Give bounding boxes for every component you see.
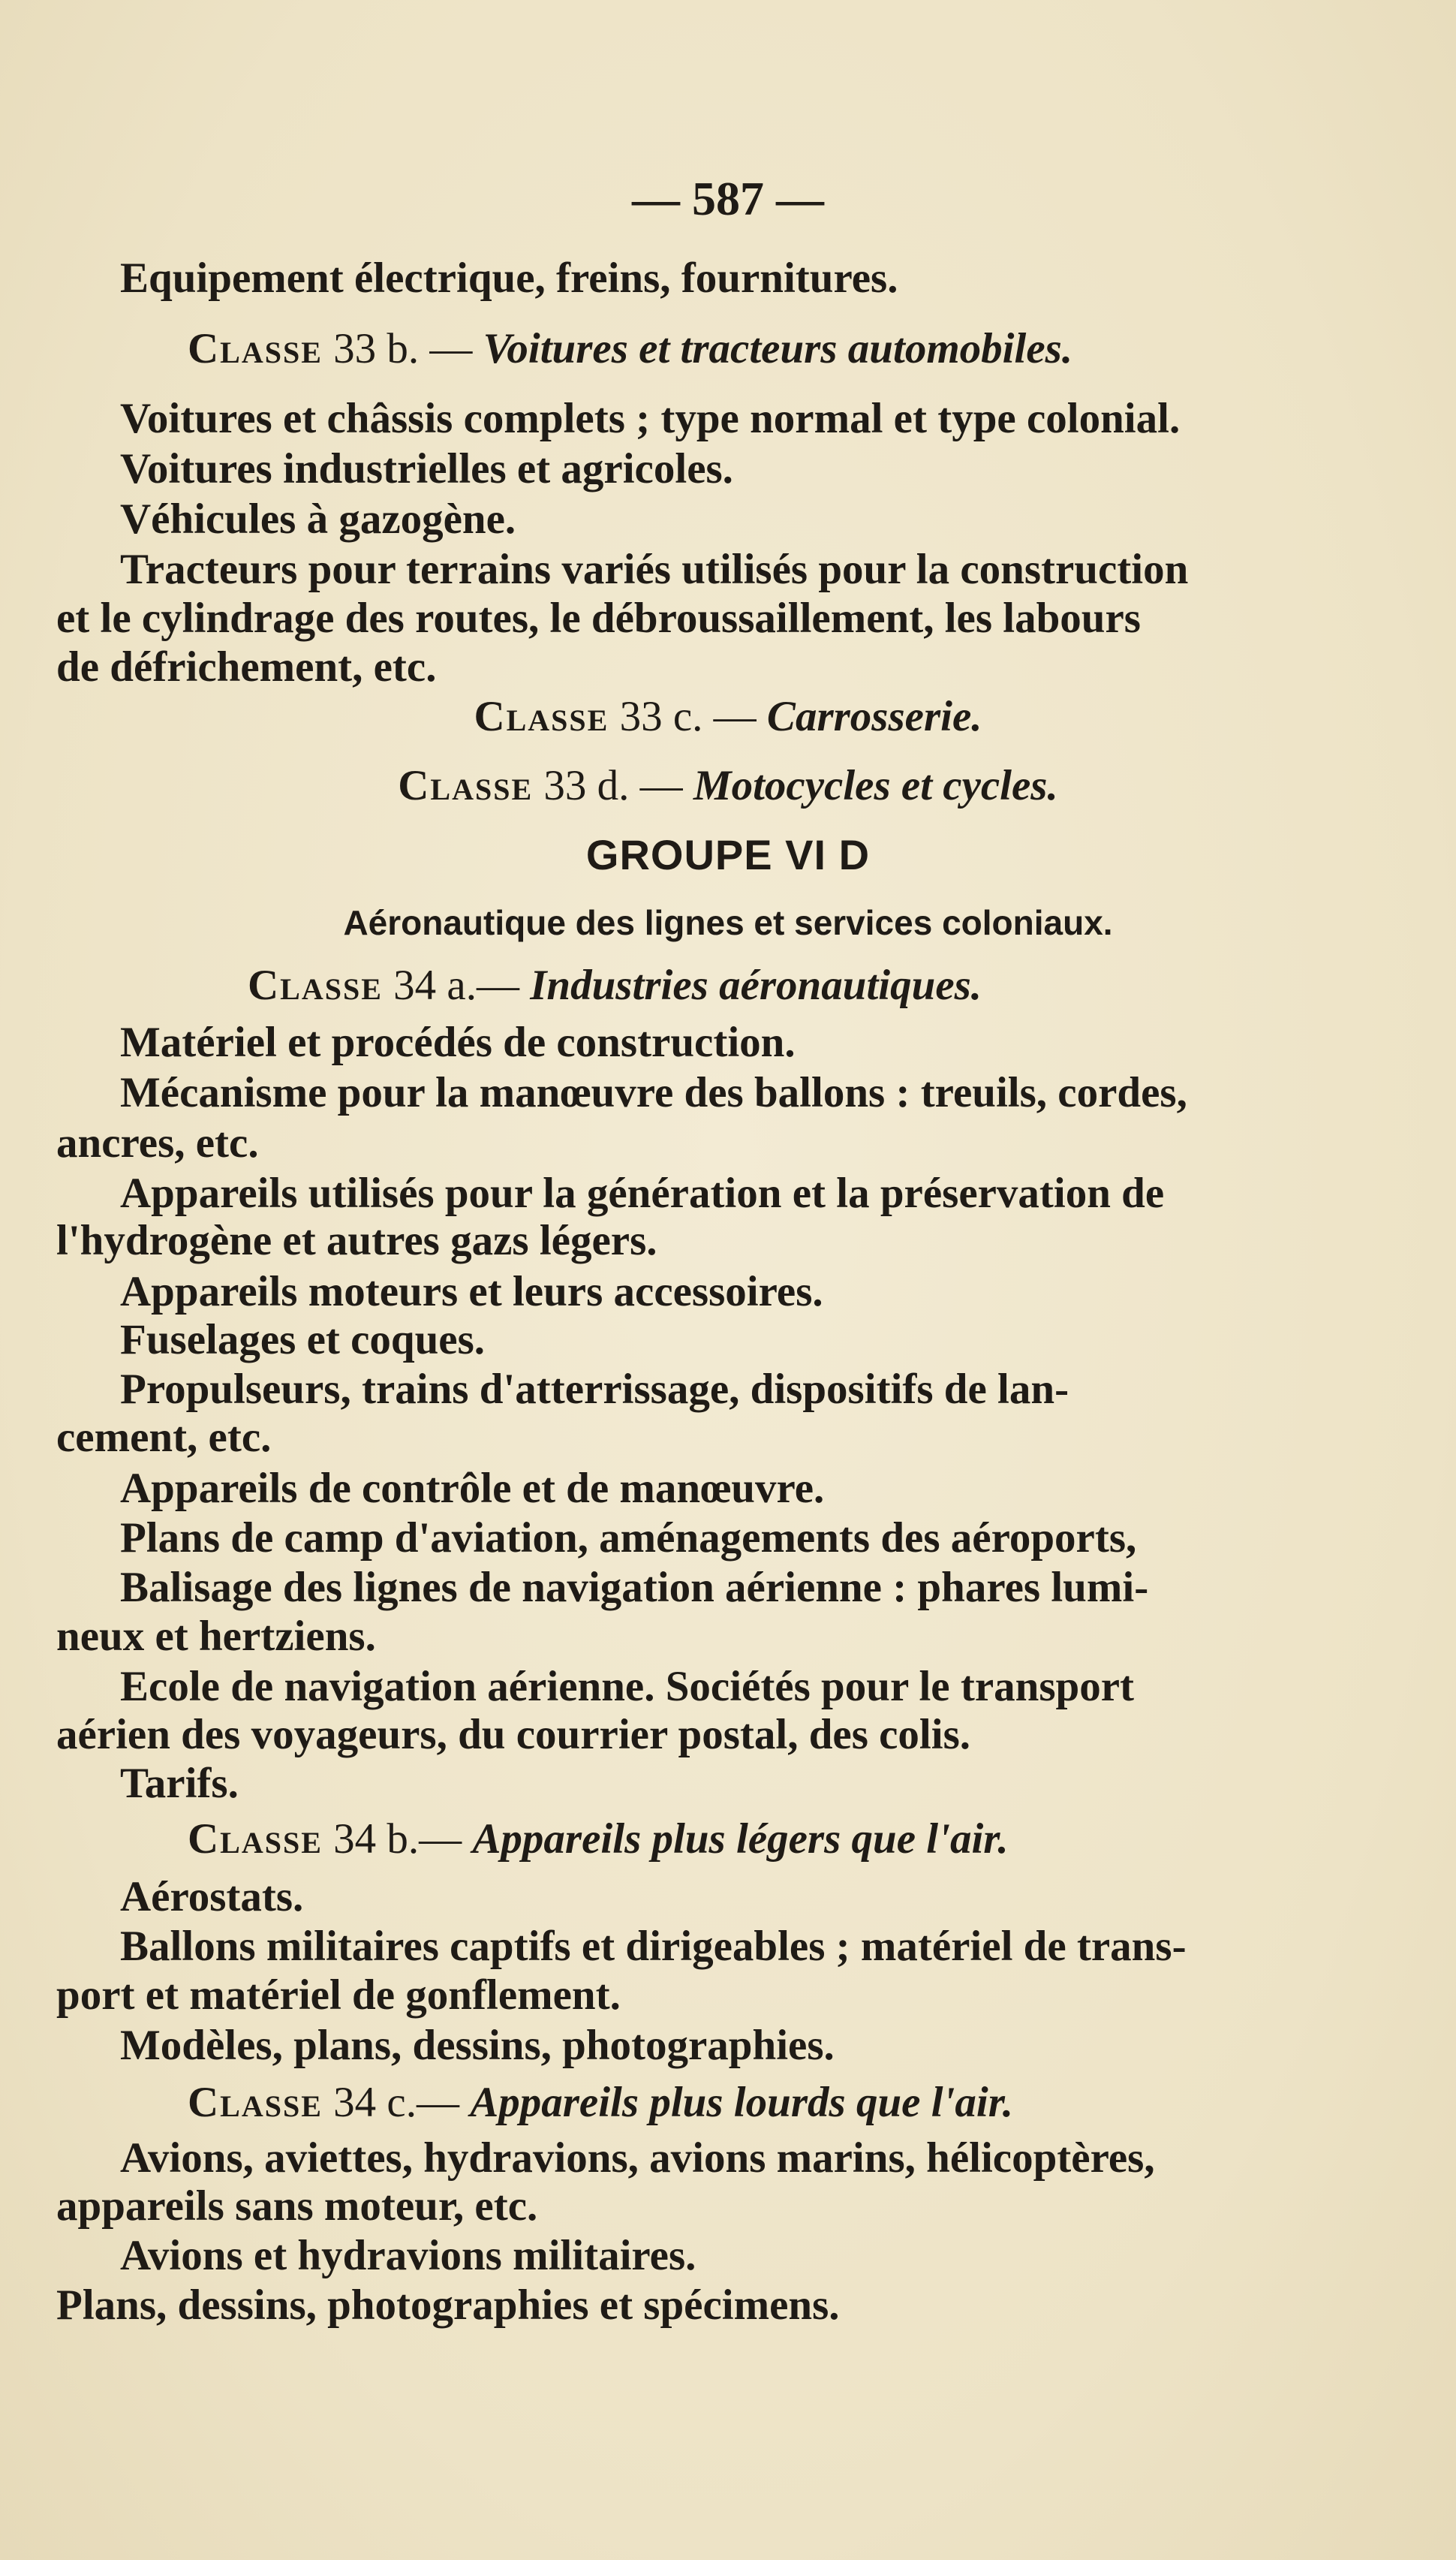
- group-subtitle: Aéronautique des lignes et services coloniaux.: [343, 903, 1113, 942]
- class-heading: Classe 33 b. — Voitures et tracteurs automobiles.: [188, 325, 1073, 372]
- text-line: Avions et hydravions militaires.: [120, 2232, 696, 2279]
- text-line: Mécanisme pour la manœuvre des ballons : treuils, cordes,: [120, 1069, 1187, 1116]
- text-line: Propulseurs, trains d'atterrissage, dispositifs de lan-: [120, 1366, 1069, 1413]
- text-line: Appareils de contrôle et de manœuvre.: [120, 1465, 825, 1512]
- text-line: Tarifs.: [120, 1760, 239, 1807]
- text-line: neux et hertziens.: [56, 1613, 376, 1660]
- text-line: Aérostats.: [120, 1873, 304, 1920]
- text-line: Appareils moteurs et leurs accessoires.: [120, 1268, 823, 1315]
- text-line: Appareils utilisés pour la génération et la préservation de: [120, 1170, 1165, 1217]
- text-line: Modèles, plans, dessins, photographies.: [120, 2022, 835, 2069]
- text-line: Ballons militaires captifs et dirigeables ; matériel de trans-: [120, 1923, 1187, 1970]
- text-line: Véhicules à gazogène.: [120, 495, 516, 543]
- text-line: Fuselages et coques.: [120, 1316, 486, 1363]
- group-title: GROUPE VI D: [585, 831, 871, 878]
- text-line: Balisage des lignes de navigation aérienne : phares lumi-: [120, 1564, 1149, 1611]
- text-line: Plans, dessins, photographies et spécimens.: [56, 2281, 840, 2329]
- text-line: cement, etc.: [56, 1414, 272, 1461]
- text-line: Tracteurs pour terrains variés utilisés pour la construction: [120, 546, 1189, 593]
- class-heading: Classe 34 a.— Industries aéronautiques.: [248, 962, 982, 1009]
- text-line: appareils sans moteur, etc.: [56, 2182, 538, 2230]
- text-line: Ecole de navigation aérienne. Sociétés pour le transport: [120, 1663, 1134, 1710]
- class-heading: Classe 33 d. — Motocycles et cycles.: [398, 762, 1058, 809]
- page-number: — 587 —: [632, 172, 824, 225]
- text-line: port et matériel de gonflement.: [56, 1971, 621, 2019]
- text-line: Voitures industrielles et agricoles.: [120, 445, 733, 492]
- text-line: Matériel et procédés de construction.: [120, 1019, 796, 1066]
- text-line: Plans de camp d'aviation, aménagements des aéroports,: [120, 1514, 1137, 1562]
- text-line: aérien des voyageurs, du courrier postal, des colis.: [56, 1711, 971, 1758]
- text-line: ancres, etc.: [56, 1119, 259, 1167]
- class-heading: Classe 33 c. — Carrosserie.: [474, 693, 982, 740]
- text-line: Equipement électrique, freins, fournitures.: [120, 254, 898, 302]
- text-line: l'hydrogène et autres gazs légers.: [56, 1217, 657, 1264]
- class-heading: Classe 34 b.— Appareils plus légers que l'air.: [188, 1815, 1009, 1863]
- class-heading: Classe 34 c.— Appareils plus lourds que l'air.: [188, 2079, 1013, 2126]
- text-line: de défrichement, etc.: [56, 643, 437, 691]
- text-line: Voitures et châssis complets ; type normal et type colonial.: [120, 395, 1181, 442]
- text-line: Avions, aviettes, hydravions, avions marins, hélicoptères,: [120, 2134, 1155, 2182]
- text-line: et le cylindrage des routes, le débroussaillement, les labours: [56, 595, 1141, 642]
